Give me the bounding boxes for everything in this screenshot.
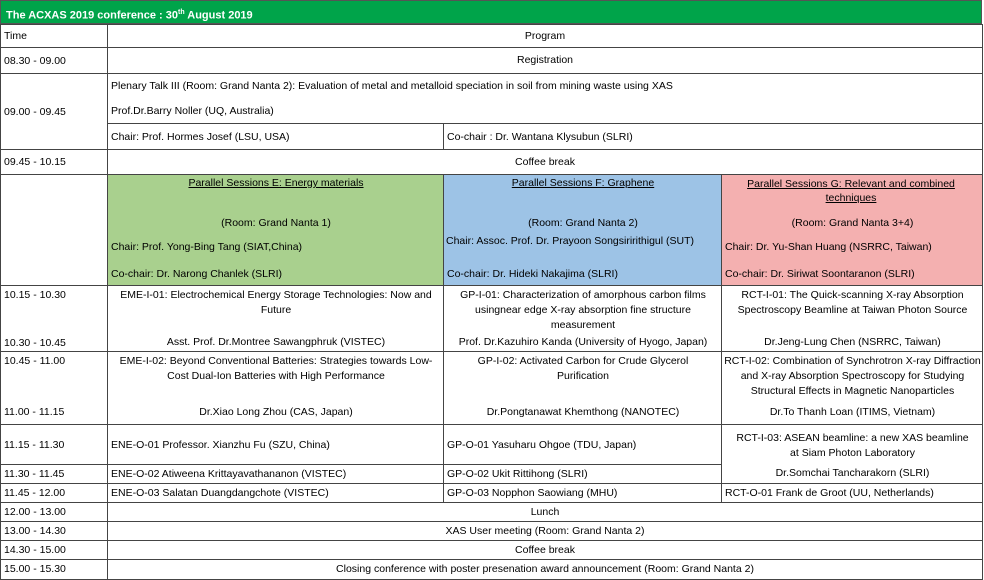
talk-cell: EME-I-01: Electrochemical Energy Storage Technologies: Now and Future Asst. Prof. Dr.Montree Sawangphruk (VISTEC) xyxy=(108,286,444,352)
coffee-break-cell: Coffee break xyxy=(108,541,983,560)
xas-meeting-cell: XAS User meeting (Room: Grand Nanta 2) xyxy=(108,522,983,541)
time-cell: 11.00 - 11.15 xyxy=(1,400,108,425)
time-cell: 12.00 - 13.00 xyxy=(1,503,108,522)
time-cell: 10.30 - 10.45 xyxy=(1,334,108,352)
time-cell: 13.00 - 14.30 xyxy=(1,522,108,541)
talk-cell: GP-O-02 Ukit Rittihong (SLRI) xyxy=(444,465,722,484)
talk-cell: EME-I-02: Beyond Conventional Batteries: Strategies towards Low-Cost Dual-Ion Batteries with High Performance Dr.Xiao Long Zhou (CAS, Japan) xyxy=(108,352,444,425)
registration-cell: Registration xyxy=(108,48,983,74)
time-cell: 10.15 - 10.30 xyxy=(1,286,108,334)
time-cell: 09.00 - 09.45 xyxy=(1,74,108,150)
session-f-header: Parallel Sessions F: Graphene (Room: Grand Nanta 2) Chair: Assoc. Prof. Dr. Prayoon Songsiririthigul (SUT) Co-chair: Dr. Hideki Nakajima (SLRI) xyxy=(444,175,722,286)
coffee-break-cell: Coffee break xyxy=(108,150,983,175)
plenary-chair: Chair: Prof. Hormes Josef (LSU, USA) xyxy=(108,124,444,150)
plenary-talk: Plenary Talk III (Room: Grand Nanta 2): Evaluation of metal and metalloid speciation in soil from mining waste using XAS xyxy=(111,80,673,92)
talk-cell: GP-I-01: Characterization of amorphous carbon films usingnear edge X-ray absorption fine structure measurement Prof. Dr.Kazuhiro Kanda (University of Hyogo, Japan) xyxy=(444,286,722,352)
plenary-speaker: Prof.Dr.Barry Noller (UQ, Australia) xyxy=(111,105,274,117)
plenary-talk-cell xyxy=(108,74,983,124)
empty-time-cell xyxy=(1,175,108,286)
closing-cell: Closing conference with poster presenation award announcement (Room: Grand Nanta 2) xyxy=(108,560,983,580)
time-cell: 08.30 - 09.00 xyxy=(1,48,108,74)
talk-cell: GP-O-01 Yasuharu Ohgoe (TDU, Japan) xyxy=(444,425,722,465)
program-header: Program xyxy=(108,25,983,48)
time-header: Time xyxy=(1,25,108,48)
talk-cell: RCT-I-02: Combination of Synchrotron X-ray Diffraction and X-ray Absorption Spectroscopy for Studying Structural Effects in Magnetic Nanoparticles Dr.To Thanh Loan (ITIMS, Vietnam) xyxy=(722,352,983,425)
talk-cell: RCT-O-01 Frank de Groot (UU, Netherlands) xyxy=(722,484,983,503)
talk-cell: GP-O-03 Nopphon Saowiang (MHU) xyxy=(444,484,722,503)
session-g-header: Parallel Sessions G: Relevant and combined techniques (Room: Grand Nanta 3+4) Chair: Dr. Yu-Shan Huang (NSRRC, Taiwan) Co-chair: Dr. Siriwat Soontaranon (SLRI) xyxy=(722,175,983,286)
time-cell: 14.30 - 15.00 xyxy=(1,541,108,560)
time-cell: 11.45 - 12.00 xyxy=(1,484,108,503)
schedule-table xyxy=(0,24,983,580)
session-e-header: Parallel Sessions E: Energy materials (Room: Grand Nanta 1) Chair: Prof. Yong-Bing Tang (SIAT,China) Co-chair: Dr. Narong Chanlek (SLRI) xyxy=(108,175,444,286)
page-title: The ACXAS 2019 conference : 30th August 2019 xyxy=(0,0,982,24)
time-cell: 11.30 - 11.45 xyxy=(1,465,108,484)
time-cell: 10.45 - 11.00 xyxy=(1,352,108,400)
time-cell: 09.45 - 10.15 xyxy=(1,150,108,175)
talk-cell: ENE-O-03 Salatan Duangdangchote (VISTEC) xyxy=(108,484,444,503)
talk-cell: GP-I-02: Activated Carbon for Crude Glycerol Purification Dr.Pongtanawat Khemthong (NANOTEC) xyxy=(444,352,722,425)
time-cell: 15.00 - 15.30 xyxy=(1,560,108,580)
plenary-cochair: Co-chair : Dr. Wantana Klysubun (SLRI) xyxy=(444,124,983,150)
lunch-cell: Lunch xyxy=(108,503,983,522)
time-cell: 11.15 - 11.30 xyxy=(1,425,108,465)
talk-cell: RCT-I-01: The Quick-scanning X-ray Absorption Spectroscopy Beamline at Taiwan Photon Source Dr.Jeng-Lung Chen (NSRRC, Taiwan) xyxy=(722,286,983,352)
talk-cell: RCT-I-03: ASEAN beamline: a new XAS beamline at Siam Photon Laboratory Dr.Somchai Tancharakorn (SLRI) xyxy=(722,425,983,484)
talk-cell: ENE-O-02 Atiweena Krittayavathananon (VISTEC) xyxy=(108,465,444,484)
talk-cell: ENE-O-01 Professor. Xianzhu Fu (SZU, China) xyxy=(108,425,444,465)
